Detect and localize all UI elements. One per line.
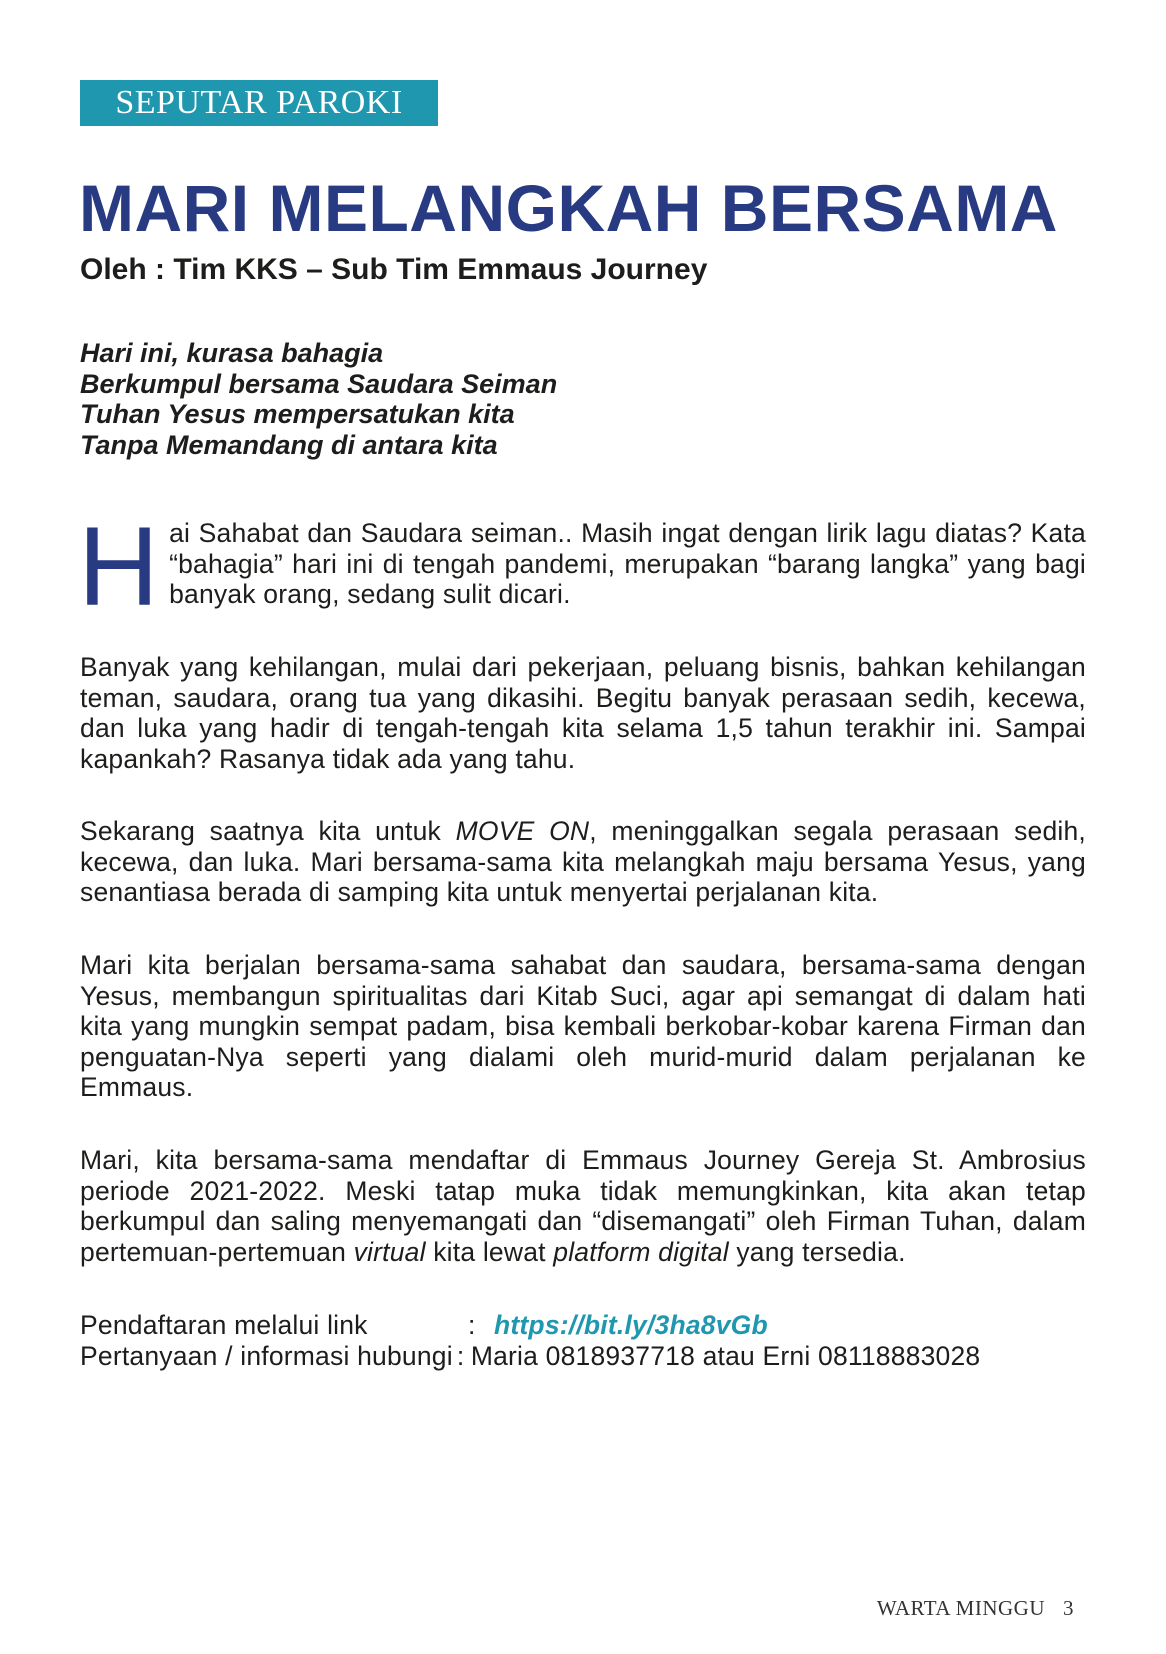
separator: :: [456, 1340, 465, 1371]
publication-name: WARTA MINGGU: [876, 1596, 1045, 1620]
text-run: Sekarang saatnya kita untuk: [80, 816, 456, 846]
paragraph-text: Mari kita berjalan bersama-sama sahabat dan saudara, bersama-sama dengan Yesus, membangun spiritualitas dari Kitab Suci, agar api semangat di dalam hati kita yang mungkin sempat padam, bisa kembali berkobar-kobar karena Firman dan penguatan-Nya seperti yang dialami oleh murid-murid dalam perjalanan ke Emmaus.: [80, 950, 1086, 1102]
registration-link[interactable]: https://bit.ly/3ha8vGb: [494, 1310, 768, 1340]
page-footer: [877, 1596, 1074, 1620]
paragraph-loss: [80, 652, 1086, 774]
paragraph-walk-together: [80, 950, 1086, 1103]
paragraph-text: [80, 1145, 1086, 1267]
verse-line: Berkumpul bersama Saudara Seiman: [80, 368, 558, 399]
paragraph-move-on: [80, 816, 1086, 908]
contact-info: [80, 1310, 980, 1371]
registration-row: [80, 1310, 980, 1341]
article-byline: Oleh : Tim KKS – Sub Tim Emmaus Journey: [80, 253, 708, 286]
song-verse: [80, 338, 557, 460]
info-value: Maria 0818937718 atau Erni 08118883028: [470, 1340, 981, 1371]
drop-cap: H: [78, 504, 160, 629]
separator: :: [468, 1310, 476, 1340]
registration-label: Pendaftaran melalui link: [80, 1310, 368, 1340]
emphasis-text: platform digital: [553, 1236, 729, 1267]
section-tag: SEPUTAR PAROKI: [80, 80, 438, 126]
text-run: Mari, kita bersama-sama mendaftar di Emmaus Journey Gereja St. Ambrosius periode 2021-2022. Meski tatap muka tidak memungkinkan, kita akan tetap berkumpul dan saling menyemangati dan “disemangati” oleh Firman Tuhan, dalam pertemuan-pertemuan: [80, 1145, 1086, 1267]
page-number: 3: [1063, 1596, 1074, 1620]
verse-line: Tuhan Yesus mempersatukan kita: [80, 399, 515, 429]
emphasis-text: MOVE ON: [455, 816, 590, 846]
paragraph-intro-text: ai Sahabat dan Saudara seiman.. Masih ingat dengan lirik lagu diatas? Kata “bahagia” hari ini di tengah pandemi, merupakan “barang langka” yang bagi banyak orang, sedang sulit dicari.: [169, 518, 1086, 609]
article-title: MARI MELANGKAH BERSAMA: [79, 171, 1058, 245]
verse-line: Tanpa Memandang di antara kita: [80, 429, 498, 460]
emphasis-text: virtual: [353, 1236, 426, 1267]
paragraph-intro: [78, 504, 1086, 629]
text-run: kita lewat: [425, 1236, 554, 1267]
info-row: [80, 1341, 980, 1372]
paragraph-registration: [80, 1145, 1086, 1267]
verse-line: Hari ini, kurasa bahagia: [80, 338, 384, 368]
text-run: yang tersedia.: [728, 1236, 906, 1267]
paragraph-text: Banyak yang kehilangan, mulai dari pekerjaan, peluang bisnis, bahkan kehilangan teman, saudara, orang tua yang dikasihi. Begitu banyak perasaan sedih, kecewa, dan luka yang hadir di tengah-tengah kita selama 1,5 tahun terakhir ini. Sampai kapankah? Rasanya tidak ada yang tahu.: [80, 652, 1086, 774]
paragraph-text: [80, 816, 1086, 908]
text-run: , meninggalkan segala perasaan sedih, kecewa, dan luka. Mari bersama-sama kita melangkah maju bersama Yesus, yang senantiasa berada di samping kita untuk menyertai perjalanan kita.: [80, 816, 1086, 907]
info-label: Pertanyaan / informasi hubungi: [80, 1340, 453, 1371]
